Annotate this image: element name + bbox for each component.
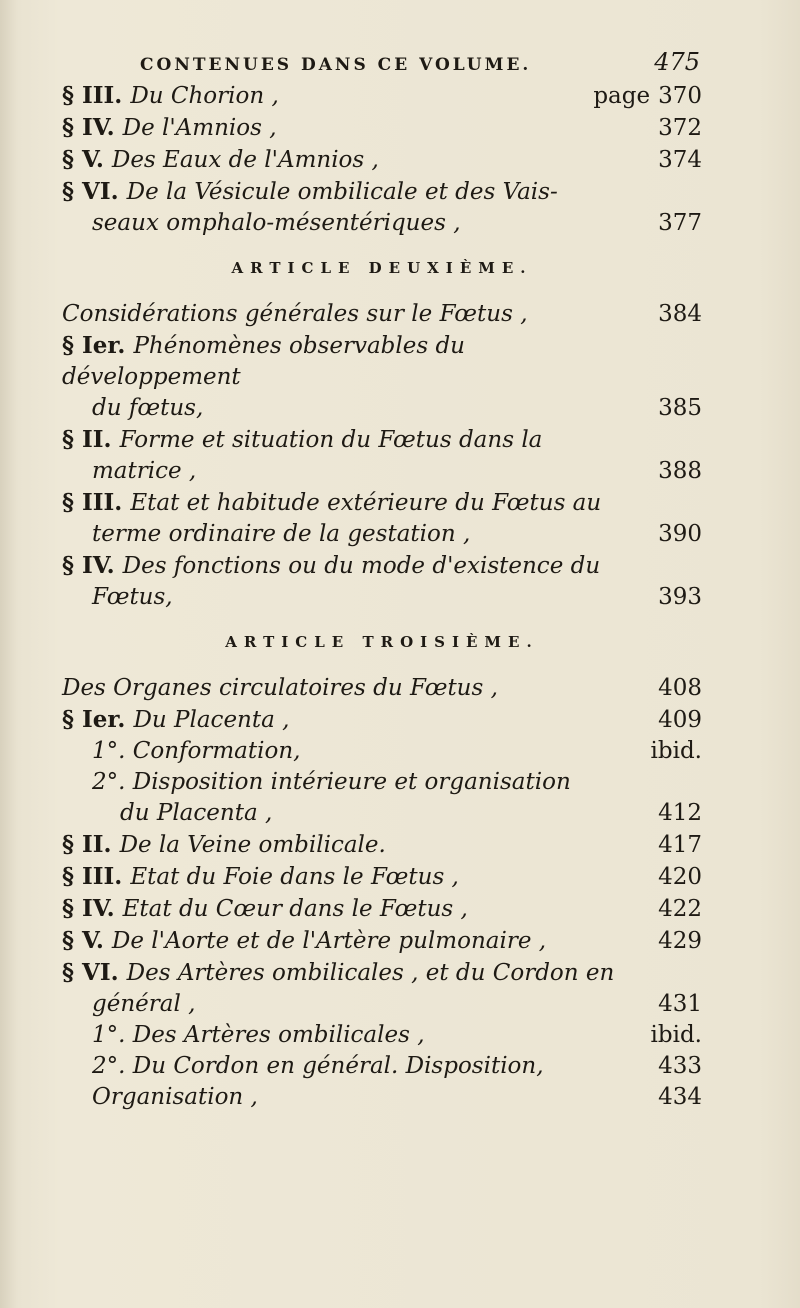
toc-subentry: 2°. Disposition intérieure et organisation	[92, 769, 571, 795]
page-number: 475	[654, 48, 700, 76]
toc-subentry: 1°. Des Artères ombilicales , ibid.	[92, 1022, 702, 1048]
toc-entry: § II. Forme et situation du Fœtus dans la	[62, 426, 543, 453]
running-title: CONTENUES DANS CE VOLUME.	[140, 55, 532, 75]
toc-entry: § III. Etat du Foie dans le Fœtus , 420	[62, 863, 702, 890]
toc-entry-continued: terme ordinaire de la gestation , 390	[92, 521, 702, 547]
toc-entry-continued: du fœtus, 385	[92, 395, 702, 421]
toc-entry: § III. Etat et habitude extérieure du Fœtus au	[62, 489, 602, 516]
toc-entry: § VI. Des Artères ombilicales , et du Cordon en	[62, 959, 615, 986]
page-header	[140, 48, 700, 76]
toc-entry: § III. Du Chorion , page 370	[62, 82, 702, 109]
toc-subentry-continued: Organisation , 434	[92, 1084, 702, 1110]
toc-entry-continued: seaux omphalo-mésentériques , 377	[92, 210, 702, 236]
toc-entry: § IV. Des fonctions ou du mode d'existence du	[62, 552, 601, 579]
toc-entry: § IV. De l'Amnios , 372	[62, 114, 702, 141]
toc-subentry: 1°. Conformation, ibid.	[92, 738, 702, 764]
toc-entry: § VI. De la Vésicule ombilicale et des Vais-	[62, 178, 558, 205]
toc-entry: § V. De l'Aorte et de l'Artère pulmonaire , 429	[62, 927, 702, 954]
toc-entry: § II. De la Veine ombilicale. 417	[62, 831, 702, 858]
toc-entry: § Ier. Du Placenta , 409	[62, 706, 702, 733]
toc-entry-continued: matrice , 388	[92, 458, 702, 484]
toc-subentry: 2°. Du Cordon en général. Disposition, 433	[92, 1053, 702, 1079]
toc-entry-continued: Fœtus, 393	[92, 584, 702, 610]
toc-entry: § V. Des Eaux de l'Amnios , 374	[62, 146, 702, 173]
toc-entry: Des Organes circulatoires du Fœtus , 408	[62, 675, 702, 701]
article-heading: ARTICLE TROISIÈME.	[225, 633, 539, 651]
toc-entry-continued: général , 431	[92, 991, 702, 1017]
toc-entry: § Ier. Phénomènes observables du développement	[62, 332, 465, 390]
toc-entry: § IV. Etat du Cœur dans le Fœtus , 422	[62, 895, 702, 922]
table-of-contents	[62, 80, 702, 1113]
article-heading: ARTICLE DEUXIÈME.	[231, 259, 533, 277]
toc-subentry-continued: du Placenta , 412	[120, 800, 702, 826]
toc-entry: Considérations générales sur le Fœtus , 384	[62, 301, 702, 327]
